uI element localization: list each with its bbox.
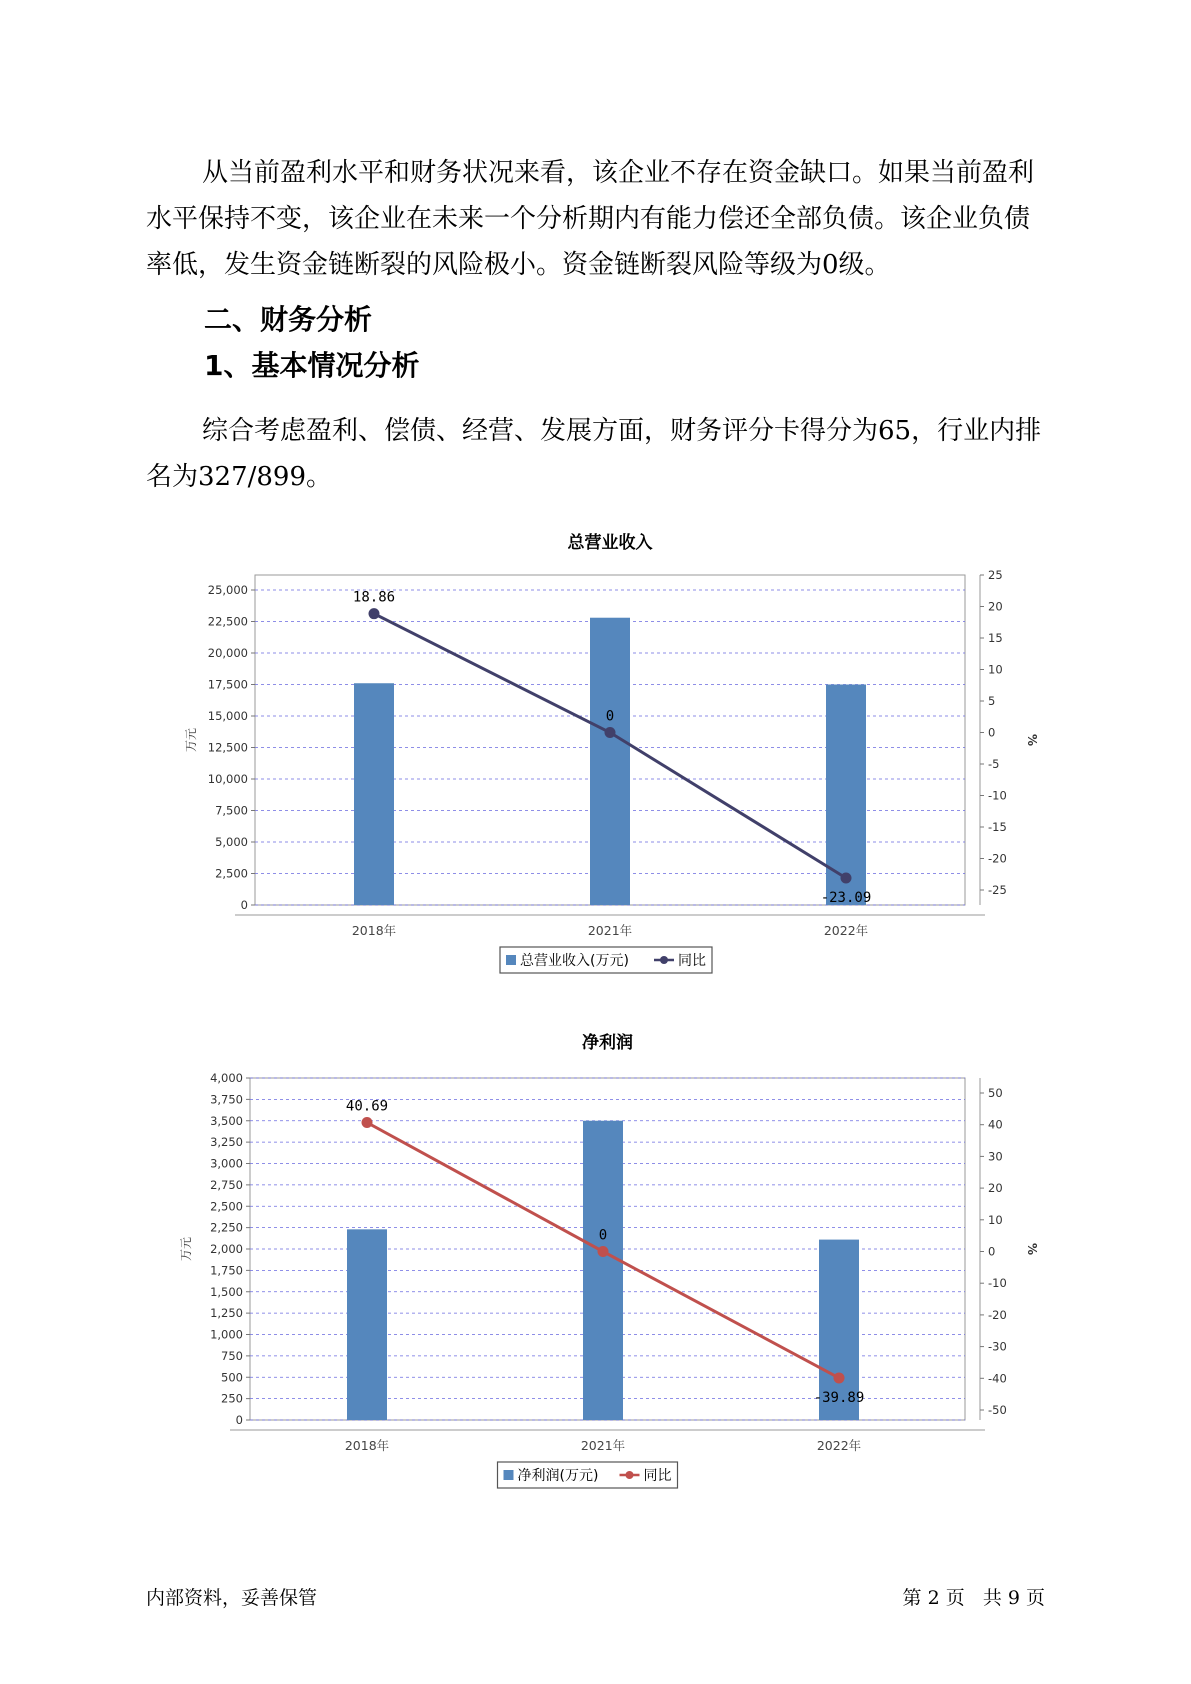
net-profit-chart — [0, 1025, 1191, 1495]
paragraph-funding-gap-text: 从当前盈利水平和财务状况来看，该企业不存在资金缺口。如果当前盈利水平保持不变，该企业在未来一个分析期内有能力偿还全部负债。该企业负债率低，发生资金链断裂的风险极小。资金链断裂风险等级为0级。 — [146, 158, 1035, 280]
bar — [826, 685, 866, 906]
y-tick-label: 22,500 — [207, 614, 248, 629]
y-tick-label: 20,000 — [207, 646, 248, 660]
y-tick-label: 12,500 — [207, 740, 248, 755]
y-tick-label: 2,500 — [210, 1199, 243, 1214]
legend-line-marker — [626, 1471, 634, 1479]
data-label: 0 — [605, 708, 615, 725]
y2-tick-label: 50 — [988, 1086, 1003, 1100]
y-tick-label: 3,500 — [210, 1113, 243, 1128]
data-label: -23.09 — [820, 889, 872, 906]
y2-tick-label: 0 — [988, 725, 996, 740]
subsection-heading: 1、基本情况分析 — [204, 349, 420, 382]
y2-tick-label: 15 — [988, 631, 1003, 645]
y-tick-label: 7,500 — [215, 803, 248, 818]
y2-tick-label: 10 — [988, 662, 1003, 677]
y2-tick-label: -10 — [988, 788, 1007, 803]
y2-tick-label: -5 — [988, 757, 1000, 771]
y2-tick-label: -40 — [988, 1371, 1007, 1386]
y-tick-label: 4,000 — [210, 1071, 243, 1085]
yoy-point — [369, 608, 380, 619]
section-heading: 二、财务分析 — [204, 303, 373, 336]
y-tick-label: 17,500 — [207, 677, 248, 692]
revenue-chart — [0, 525, 1191, 995]
yoy-point — [598, 1246, 609, 1257]
y2-tick-label: 5 — [988, 694, 996, 708]
y-tick-label: 1,500 — [210, 1284, 243, 1299]
legend-line-label: 同比 — [643, 1468, 672, 1484]
chart-title: 总营业收入 — [567, 533, 653, 553]
y-axis-title: 万元 — [179, 1236, 193, 1262]
y-tick-label: 5,000 — [215, 835, 248, 849]
y2-tick-label: -20 — [988, 851, 1007, 866]
x-tick-label: 2018年 — [351, 923, 397, 938]
x-tick-label: 2021年 — [587, 923, 633, 938]
y2-tick-label: -10 — [988, 1276, 1007, 1291]
y-tick-label: 0 — [235, 1413, 243, 1427]
y2-tick-label: -25 — [988, 883, 1007, 897]
y2-tick-label: -30 — [988, 1339, 1007, 1354]
legend-bar-swatch — [504, 1470, 514, 1480]
yoy-point — [605, 727, 616, 738]
yoy-point — [362, 1117, 373, 1128]
y2-tick-label: -50 — [988, 1403, 1007, 1417]
y-tick-label: 0 — [240, 898, 248, 912]
legend-bar-label: 总营业收入(万元) — [520, 953, 629, 969]
footer-confidential: 内部资料，妥善保管 — [146, 1587, 318, 1609]
y2-tick-label: -20 — [988, 1307, 1007, 1322]
x-tick-label: 2021年 — [580, 1438, 626, 1453]
bar — [354, 683, 394, 905]
y-tick-label: 500 — [221, 1370, 243, 1385]
y2-axis-title: % — [1025, 733, 1039, 747]
y-tick-label: 10,000 — [207, 772, 248, 786]
x-tick-label: 2022年 — [816, 1438, 862, 1453]
y-tick-label: 2,500 — [215, 866, 248, 881]
y2-tick-label: 20 — [988, 599, 1003, 614]
y2-tick-label: 30 — [988, 1149, 1003, 1164]
y-tick-label: 25,000 — [207, 583, 248, 597]
y2-axis-title: % — [1025, 1242, 1039, 1256]
yoy-point — [841, 872, 852, 883]
y2-tick-label: -15 — [988, 820, 1007, 834]
yoy-point — [834, 1372, 845, 1383]
y-tick-label: 1,750 — [210, 1263, 243, 1278]
y-tick-label: 3,250 — [210, 1135, 243, 1150]
y-tick-label: 2,250 — [210, 1220, 243, 1235]
y2-tick-label: 40 — [988, 1117, 1003, 1132]
data-label: 0 — [598, 1227, 608, 1244]
paragraph-score-text: 综合考虑盈利、偿债、经营、发展方面，财务评分卡得分为65，行业内排名为327/899。 — [146, 416, 1042, 492]
y-tick-label: 1,250 — [210, 1306, 243, 1321]
paragraph-funding-gap — [146, 150, 1046, 288]
y-tick-label: 750 — [221, 1348, 243, 1363]
legend-line-marker — [660, 956, 668, 964]
y2-tick-label: 10 — [988, 1212, 1003, 1227]
y-tick-label: 15,000 — [207, 709, 248, 723]
y-tick-label: 1,000 — [210, 1327, 243, 1342]
y2-tick-label: 0 — [988, 1244, 996, 1259]
y2-tick-label: 20 — [988, 1181, 1003, 1196]
data-label: -39.89 — [813, 1389, 865, 1406]
data-label: 18.86 — [352, 589, 396, 606]
footer-page-number: 第 2 页 共 9 页 — [902, 1587, 1045, 1609]
y-tick-label: 3,750 — [210, 1092, 243, 1107]
bar — [583, 1121, 623, 1420]
net-profit-chart-svg — [0, 1025, 1191, 1495]
legend-bar-swatch — [506, 955, 516, 965]
y-axis-title: 万元 — [184, 727, 198, 753]
y-tick-label: 2,750 — [210, 1177, 243, 1192]
bar — [347, 1229, 387, 1420]
y-tick-label: 3,000 — [210, 1156, 243, 1171]
x-tick-label: 2018年 — [344, 1438, 390, 1453]
y2-tick-label: 25 — [988, 568, 1003, 582]
y-tick-label: 250 — [221, 1391, 243, 1406]
data-label: 40.69 — [345, 1098, 389, 1115]
revenue-chart-svg — [0, 525, 1191, 995]
legend-line-label: 同比 — [678, 953, 706, 969]
chart-title: 净利润 — [582, 1033, 633, 1053]
x-tick-label: 2022年 — [823, 923, 869, 938]
paragraph-score — [146, 408, 1046, 500]
bar — [590, 618, 630, 905]
legend-bar-label: 净利润(万元) — [517, 1468, 599, 1484]
y-tick-label: 2,000 — [210, 1242, 243, 1256]
